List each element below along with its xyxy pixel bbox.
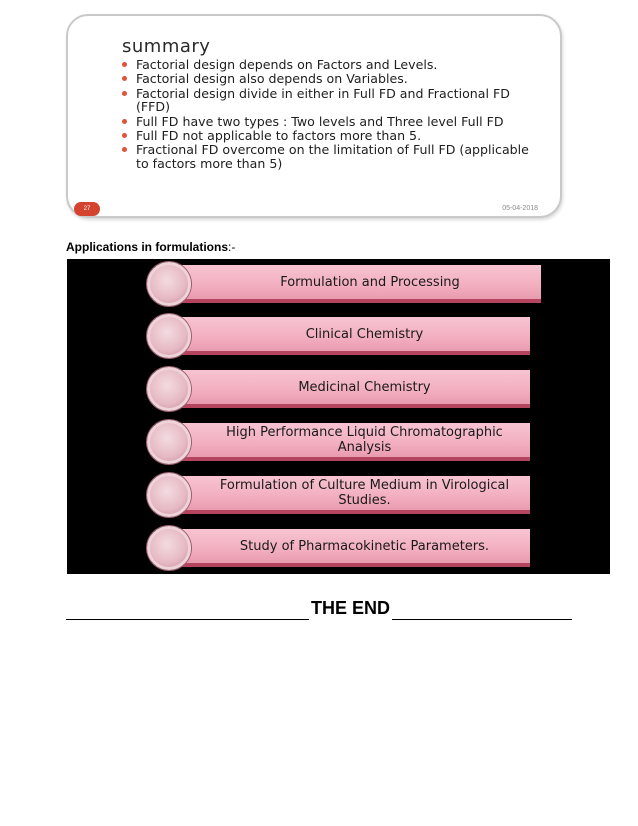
bullet-icon xyxy=(122,91,127,96)
bullet-text: Factorial design divide in either in Full FD and Fractional FD (FFD) xyxy=(136,85,510,115)
bullet-text: Full FD not applicable to factors more than 5. xyxy=(136,128,422,144)
bullet-text: Factorial design also depends on Variables. xyxy=(136,71,408,87)
slide-date: 05-04-2018 xyxy=(502,205,538,212)
applications-heading-text: Applications in formulations xyxy=(66,240,229,254)
bullet-item xyxy=(120,115,540,128)
application-label: Study of Pharmacokinetic Parameters. xyxy=(239,538,490,554)
application-item xyxy=(147,315,530,355)
applications-heading xyxy=(66,240,235,254)
bullet-icon xyxy=(122,133,127,138)
bullet-icon xyxy=(122,76,127,81)
application-label: Medicinal Chemistry xyxy=(298,379,431,395)
summary-slide xyxy=(66,14,562,218)
bullet-icon xyxy=(122,119,127,124)
circle-icon xyxy=(147,526,191,570)
circle-icon xyxy=(147,473,191,517)
slide-number-badge: 27 xyxy=(74,202,100,216)
bullet-item xyxy=(120,129,540,142)
circle-icon xyxy=(147,367,191,411)
bullet-text: Full FD have two types : Two levels and Three level Full FD xyxy=(136,113,504,129)
application-item xyxy=(147,368,530,408)
circle-icon xyxy=(147,262,191,306)
bullet-item xyxy=(120,143,540,170)
divider xyxy=(392,619,572,620)
the-end-text: THE END xyxy=(310,598,390,618)
application-item xyxy=(147,474,530,514)
bullet-item xyxy=(120,87,540,114)
application-label: Formulation of Culture Medium in Virological Studies. xyxy=(219,478,510,508)
slide-title: summary xyxy=(122,36,211,57)
the-end-line xyxy=(66,596,572,622)
application-label: High Performance Liquid Chromatographic Analysis xyxy=(226,425,503,455)
bullet-text: Factorial design depends on Factors and Levels. xyxy=(136,57,438,72)
application-item xyxy=(147,421,530,461)
bullet-text: Fractional FD overcome on the limitation of Full FD (applicable to factors more than 5) xyxy=(136,142,529,171)
bullet-icon xyxy=(122,62,127,67)
application-label: Clinical Chemistry xyxy=(305,326,424,342)
application-label: Formulation and Processing xyxy=(280,274,460,290)
applications-graphic xyxy=(67,259,610,574)
bullet-item xyxy=(120,58,540,71)
circle-icon xyxy=(147,420,191,464)
bullet-item xyxy=(120,72,540,85)
applications-heading-suffix: :- xyxy=(228,240,236,254)
circle-icon xyxy=(147,314,191,358)
summary-bullet-list xyxy=(120,58,540,171)
application-item xyxy=(147,527,530,567)
bullet-icon xyxy=(122,147,127,152)
application-item xyxy=(147,263,541,303)
divider xyxy=(66,619,309,620)
